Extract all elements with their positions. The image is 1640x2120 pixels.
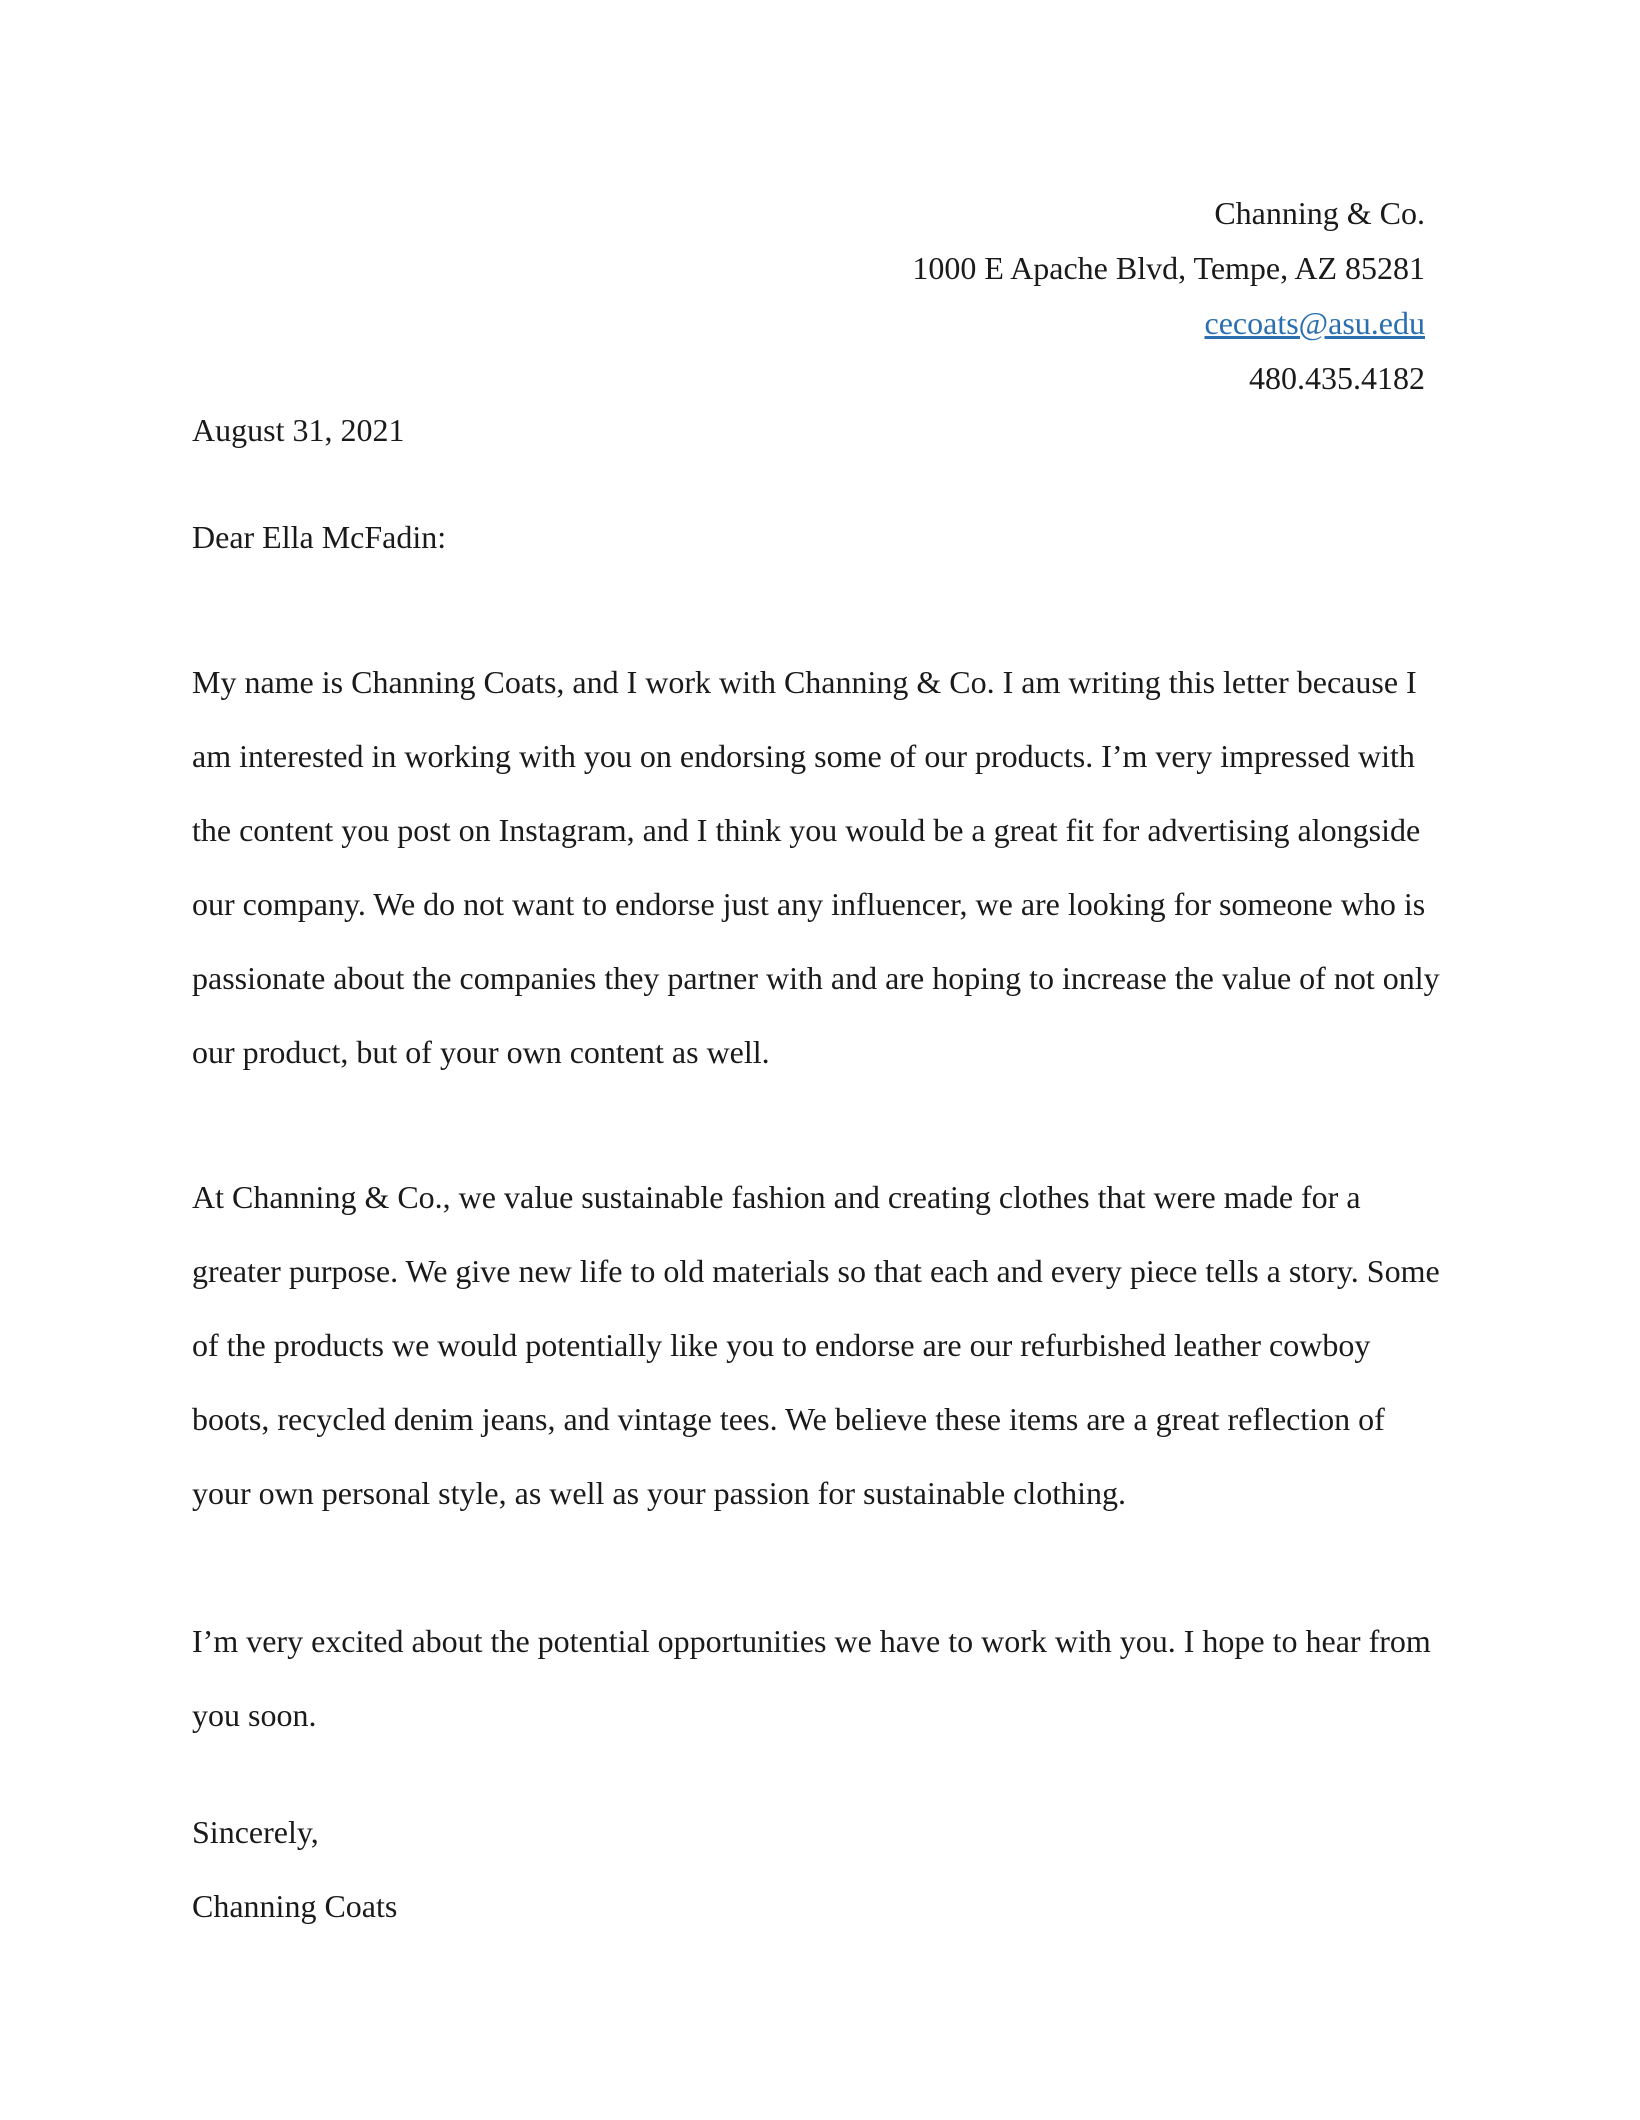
valediction: Sincerely, [192,1814,319,1850]
body-paragraph-2: At Channing & Co., we value sustainable fashion and creating clothes that were made for a greater purpose. We give new life to old materials so that each and every piece tells a story. Some of the products we would potentially like you to endorse are our refurbished leather cowboy boots, recycled denim jeans, and vintage tees. We believe these items are a great reflection of your own personal style, as well as your passion for sustainable clothing. [192,1179,1440,1511]
sender-address: 1000 E Apache Blvd, Tempe, AZ 85281 [912,250,1425,286]
body-paragraph-3: I’m very excited about the potential opportunities we have to work with you. I hope to hear from you soon. [192,1623,1431,1733]
sender-email-link[interactable]: cecoats@asu.edu [1204,305,1425,341]
letter-date: August 31, 2021 [192,412,405,448]
sender-phone: 480.435.4182 [1249,360,1425,396]
sender-block [912,186,1425,406]
signature-name: Channing Coats [192,1888,398,1924]
salutation: Dear Ella McFadin: [192,519,447,555]
sender-company: Channing & Co. [1214,195,1425,231]
closing-block [192,1795,397,1943]
body-paragraph-1: My name is Channing Coats, and I work with Channing & Co. I am writing this letter because I am interested in working with you on endorsing some of our products. I’m very impressed with the content you post on Instagram, and I think you would be a great fit for advertising alongside our company. We do not want to endorse just any influencer, we are looking for someone who is passionate about the companies they partner with and are hoping to increase the value of not only our product, but of your own content as well. [192,664,1440,1070]
